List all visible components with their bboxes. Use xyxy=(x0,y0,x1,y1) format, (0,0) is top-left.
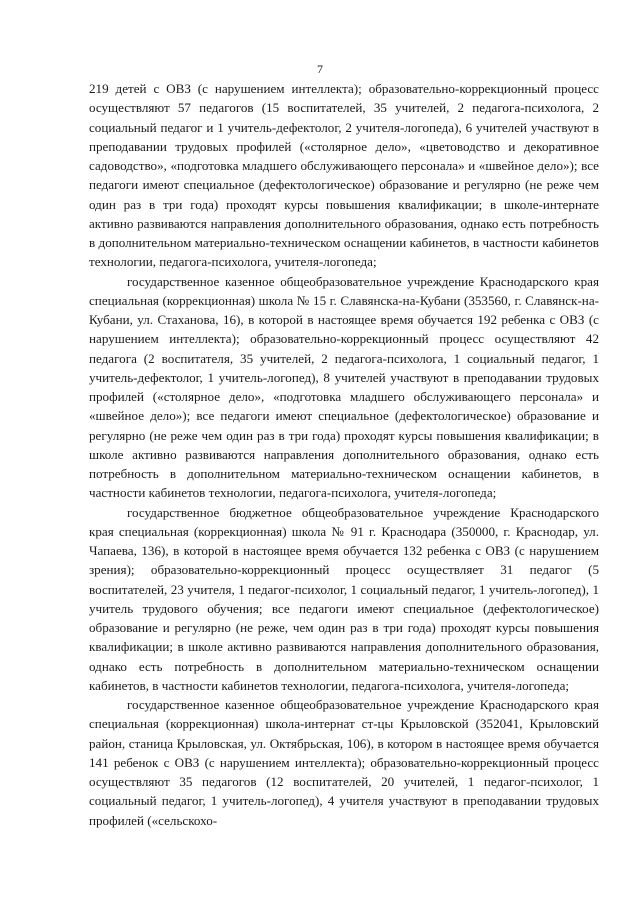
page-number: 7 xyxy=(317,62,323,76)
paragraph-3: государственное бюджетное общеобразовательное учреждение Краснодарского края специальная (коррекционная) школа № 91 г. Краснодара (350000, г. Краснодар, ул. Чапаева, 136), в которой в настоящее время обучается 132 ребенка с ОВЗ (с нарушением зрения); образовательно-коррекционный процесс осуществляет 31 педагог (5 воспитателей, 23 учителя, 1 педагог-психолог, 1 социальный педагог, 1 учитель-логопед), 1 учитель трудового обучения; все педагоги имеют специальное (дефектологическое) образование и регулярно (не реже, чем один раз в три года) проходят курсы повышения квалификации; в школе активно развиваются направления дополнительного образования, однако есть потребность в дополнительном материально-техническом оснащении кабинетов, в частности кабинетов технологии, педагога-психолога, учителя-логопеда; xyxy=(89,504,599,693)
paragraph-1: 219 детей с ОВЗ (с нарушением интеллекта); образовательно-коррекционный процесс осуществляют 57 педагогов (15 воспитателей, 35 учителей, 2 педагога-психолога, 2 социальный педагог и 1 учитель-дефектолог, 2 учителя-логопеда), 6 учителей участвуют в преподавании трудовых профилей («столярное дело», «цветоводство и декоративное садоводство», «подготовка младшего обслуживающего персонала» и «швейное дело»); все педагоги имеют специальное (дефектологическое) образование и регулярно (не реже чем один раз в три года) проходят курсы повышения квалификации; в школе-интернате активно развиваются направления дополнительного образования, однако есть потребность в дополнительном материально-техническом оснащении кабинетов, в частности кабинетов технологии, педагога-психолога, учителя-логопеда; xyxy=(89,81,599,270)
paragraph-4: государственное казенное общеобразовательное учреждение Краснодарского края специальная (коррекционная) школа-интернат ст-цы Крыловской (352041, Крыловский район, станица Крыловская, ул. Октябрьская, 106), в котором в настоящее время обучается 141 ребенок с ОВЗ (с нарушением интеллекта); образовательно-коррекционный процесс осуществляют 35 педагогов (12 воспитателей, 20 учителей, 1 педагог-психолог, 1 социальный педагог, 1 учитель-логопед), 4 учителя участвуют в преподавании трудовых профилей («сельскохо- xyxy=(89,697,599,828)
document-body xyxy=(89,79,599,830)
paragraph-2: государственное казенное общеобразовательное учреждение Краснодарского края специальная (коррекционная) школа № 15 г. Славянска-на-Кубани (353560, г. Славянск-на-Кубани, ул. Стаханова, 16), в которой в настоящее время обучается 192 ребенка с ОВЗ (с нарушением интеллекта); образовательно-коррекционный процесс осуществляют 42 педагога (2 воспитателя, 35 учителей, 2 педагога-психолога, 1 социальный педагог, 1 учитель-дефектолог, 1 учитель-логопед), 8 учителей участвуют в преподавании трудовых профилей («столярное дело», «подготовка младшего обслуживающего персонала» и «швейное дело»); все педагоги имеют специальное (дефектологическое) образование и регулярно (не реже чем один раз в три года) проходят курсы повышения квалификации; в школе активно развиваются направления дополнительного образования, однако есть потребность в дополнительном материально-техническом оснащении кабинетов, в частности кабинетов технологии, педагога-психолога, учителя-логопеда; xyxy=(89,273,599,501)
